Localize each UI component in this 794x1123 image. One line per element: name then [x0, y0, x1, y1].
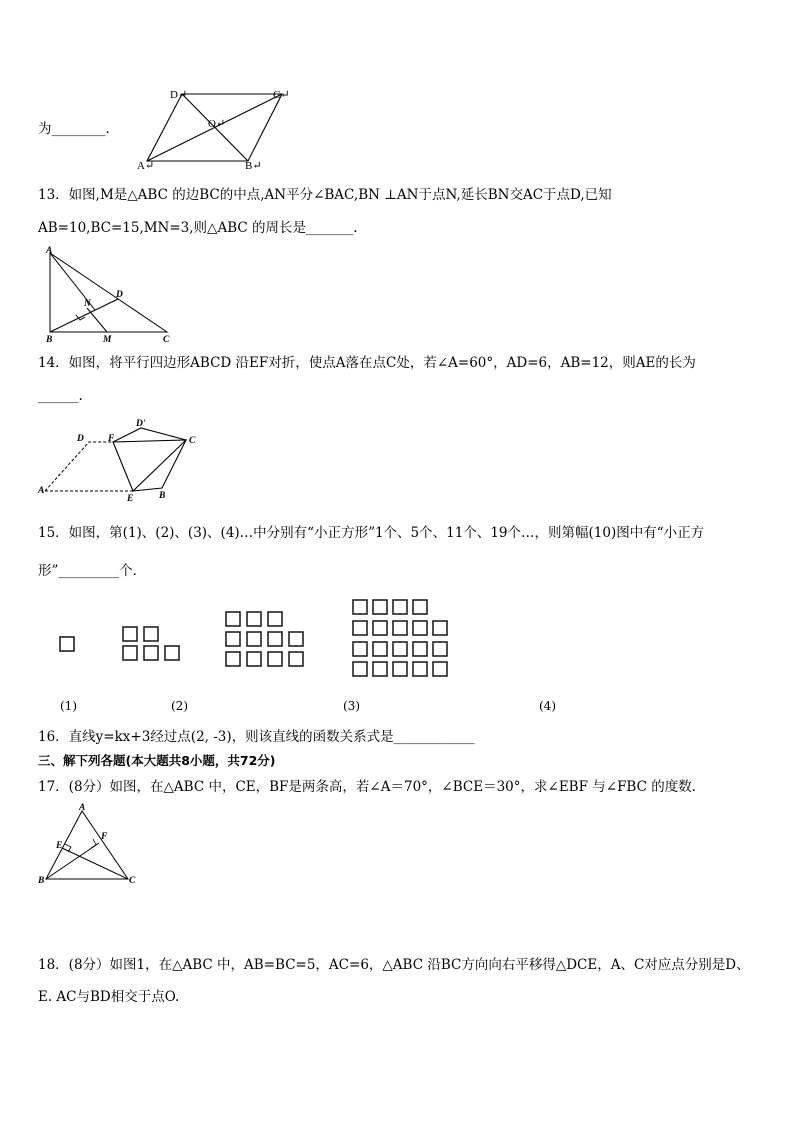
- label-D: D↵: [170, 89, 188, 101]
- label-B: B: [46, 335, 53, 345]
- label-D: D: [116, 290, 123, 300]
- label-O: O↵: [208, 118, 226, 130]
- label-C: C↵: [273, 89, 290, 101]
- q15-line2: 形”_________个．: [38, 563, 147, 579]
- label-A: A↵: [137, 160, 155, 172]
- q18-line1: 18．(8分）如图1，在△ABC 中，AB=BC=5，AC=6，△ABC 沿BC方向向右平移得△DCE，A、C对应点分别是D、: [38, 957, 750, 973]
- label-C: C: [129, 876, 136, 886]
- q16-text: 16．直线y=kx+3经过点(2, -3)，则该直线的函数关系式是____________: [38, 729, 475, 745]
- label-B: B: [159, 491, 166, 501]
- label-F: F: [108, 434, 115, 444]
- pattern-4: [353, 600, 447, 676]
- pattern-2: [123, 627, 179, 660]
- q12-parallelogram-figure: [130, 82, 300, 174]
- caption-2: (2): [171, 699, 188, 713]
- label-C: C: [189, 436, 196, 446]
- pattern-3: [226, 612, 303, 666]
- label-N: N: [84, 299, 91, 309]
- q14-line1: 14．如图，将平行四边形ABCD 沿EF对折，使点A落在点C处，若∠A=60°，AD=6，AB=12，则AE的长为: [38, 355, 696, 371]
- q15-square-patterns: [50, 592, 470, 687]
- label-M: M: [103, 335, 112, 345]
- label-E: E: [56, 841, 63, 851]
- caption-4: (4): [539, 699, 556, 713]
- section-heading: 三、解下列各题(本大题共8小题，共72分): [38, 753, 276, 768]
- label-E: E: [127, 494, 134, 504]
- label-B: B↵: [245, 160, 262, 172]
- q13-triangle-figure: [40, 244, 180, 344]
- label-A: A: [38, 486, 45, 496]
- q12-answer-line: 为________．: [38, 121, 119, 137]
- label-D: D: [77, 434, 84, 444]
- label-A: A: [79, 803, 86, 813]
- q15-line1: 15．如图，第(1)、(2)、(3)、(4)…中分别有“小正方形”1个、5个、11个、19个…，则第幅(10)图中有“小正方: [38, 525, 705, 541]
- q18-line2: E. AC与BD相交于点O.: [38, 989, 180, 1005]
- label-C: C: [163, 335, 170, 345]
- label-A: A: [46, 246, 53, 256]
- label-D-prime: D': [136, 419, 146, 429]
- label-B: B: [38, 876, 45, 886]
- caption-3: (3): [343, 699, 360, 713]
- pattern-1: [60, 637, 74, 651]
- caption-1: (1): [60, 699, 77, 713]
- q14-line2: ______.: [38, 388, 83, 404]
- q17-text: 17．(8分）如图，在△ABC 中，CE，BF是两条高，若∠A＝70°，∠BCE＝30°，求∠EBF 与∠FBC 的度数．: [38, 779, 706, 795]
- q13-line1: 13．如图,M是△ABC 的边BC的中点,AN平分∠BAC,BN ⊥AN于点N,延长BN交AC于点D,已知: [38, 187, 612, 203]
- q14-folded-parallelogram-figure: [35, 416, 205, 506]
- q13-line2: AB=10,BC=15,MN=3,则△ABC 的周长是_______.: [38, 220, 358, 236]
- q17-triangle-figure: [35, 803, 140, 887]
- label-F: F: [101, 832, 108, 842]
